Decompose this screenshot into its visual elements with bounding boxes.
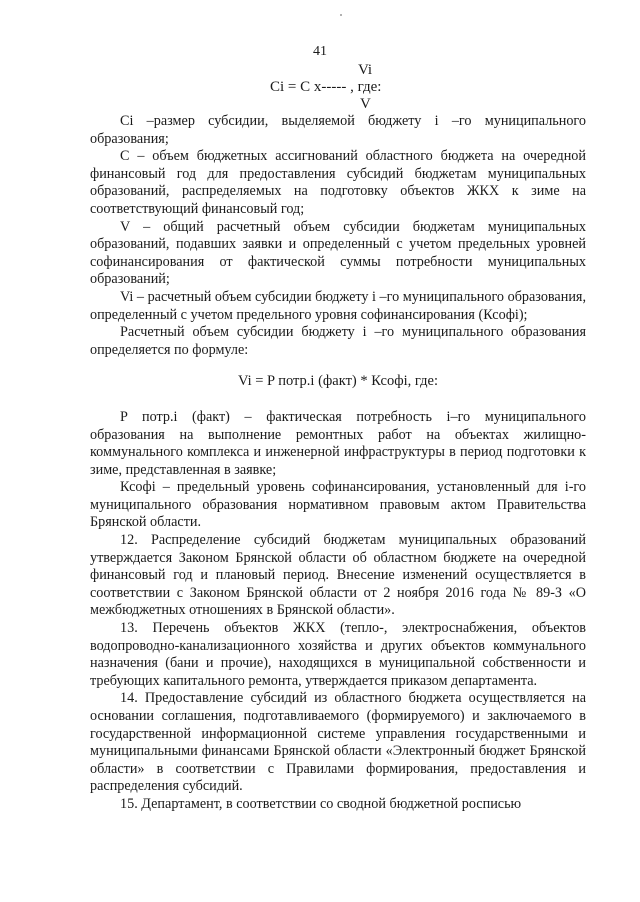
formula-main-line: Ci = C x----- , где: [270, 79, 382, 95]
paragraph-item-12: 12. Распределение субсидий бюджетам муниципальных образований утверждается Законом Брянской области об областном бюджете на очередной финансовый год и плановый период. Внесение изменений осуществляется в соответствии с Законом Брянской области от 2 ноября 2016 года № 89-З «О межбюджетных отношениях в Брянской области». [90, 532, 586, 619]
formula-numerator: Vi [358, 62, 373, 78]
paragraph-c-definition: C – объем бюджетных ассигнований областного бюджета на очередной финансовый год для предоставления субсидий бюджетам муниципальных образований, распределяемых на подготовку объектов ЖКХ к зиме на соответствующий финансовый год; [90, 148, 586, 217]
paragraph-formula-intro: Расчетный объем субсидии бюджету i –го муниципального образования определяется по формуле: [90, 324, 586, 358]
document-body [90, 113, 586, 814]
paragraph-item-14: 14. Предоставление субсидий из областного бюджета осуществляется на основании соглашения, подготавливаемого (формируемого) и заключаемого в государственной информационной системе управления государственными и муниципальными финансами Брянской области «Электронный бюджет Брянской области» в соответствии с Правилами формирования, предоставления и распределения субсидий. [90, 690, 586, 795]
subsidy-formula [270, 62, 470, 113]
paragraph-item-13: 13. Перечень объектов ЖКХ (тепло-, электроснабжения, объектов водопроводно-канализационного хозяйства и других объектов коммунального назначения (бани и прочие), находящихся в муниципальной собственности и требующих капитального ремонта, утверждается приказом департамента. [90, 620, 586, 689]
paragraph-vi-definition: Vi – расчетный объем субсидии бюджету i –го муниципального образования, определенный с учетом предельного уровня софинансирования (Ксофі); [90, 288, 586, 323]
paragraph-ksof-definition: Ксофі – предельный уровень софинансирования, установленный для i-го муниципального образования нормативном правовым актом Правительства Брянской области. [90, 479, 586, 531]
page-number: 41 [313, 44, 327, 59]
scan-speck [340, 14, 342, 16]
paragraph-v-definition: V – общий расчетный объем субсидии бюджетам муниципальных образований, подавших заявки и определенный с учетом предельных уровней софинансирования от фактической суммы потребности муниципальных образований; [90, 218, 586, 288]
paragraph-p-definition: P потр.i (факт) – фактическая потребность i–го муниципального образования на выполнение ремонтных работ на объектах жилищно-коммунального комплекса и инженерной инфраструктуры в период подготовки к зиме, представленная в заявке; [90, 408, 586, 478]
paragraph-item-15: 15. Департамент, в соответствии со сводной бюджетной росписью [120, 795, 522, 812]
paragraph-ci-definition: Ci –размер субсидии, выделяемой бюджету i –го муниципального образования; [90, 113, 586, 147]
vi-formula: Vi = P потр.i (факт) * Ксофі, где: [238, 373, 438, 390]
formula-denominator: V [360, 96, 371, 112]
